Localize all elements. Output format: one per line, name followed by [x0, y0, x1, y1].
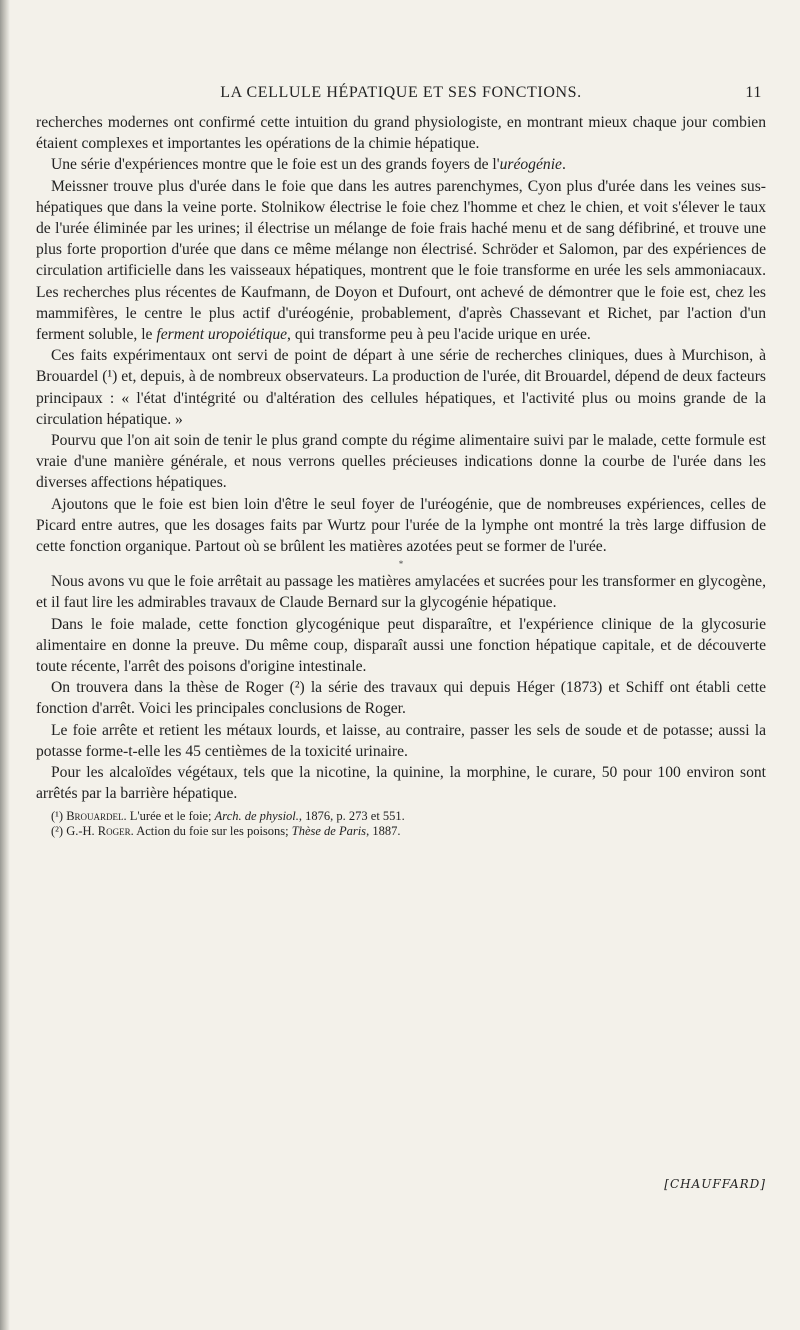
text-run: Ajoutons que le foie est bien loin d'être le seul foyer de l'uréogénie, que de nombreuses expériences, celles de Picard entre autres, que les dosages faits par Wurtz pour l'urée de la lymphe ont montré la très large diffusion de cette fonction organique. Partout où se brûlent les matières azotées peut se former de l'urée. — [36, 495, 766, 556]
italic-text: Arch. de physiol. — [214, 808, 299, 823]
text-run: Une série d'expériences montre que le foie est un des grands foyers de l' — [51, 156, 500, 174]
text-run: Dans le foie malade, cette fonction glycogénique peut disparaître, et l'expérience clinique de la glycosurie alimentaire en donne la preuve. Du même coup, disparaît aussi une fonction hépatique capitale, et de découverte toute récente, l'arrêt des poisons d'origine intestinale. — [36, 615, 766, 676]
footnote — [36, 824, 766, 839]
text-run: Pourvu que l'on ait soin de tenir le plus grand compte du régime alimentaire suivi par le malade, cette formule est vraie d'une manière générale, et nous verrons quelles précieuses indications donne la courbe de l'urée dans les diverses affections hépatiques. — [36, 432, 766, 492]
paragraph — [36, 571, 766, 613]
text-run: Le foie arrête et retient les métaux lourds, et laisse, au contraire, passer les sels de soude et de potasse; aussi la potasse forme-t-elle les 45 centièmes de la toxicité urinaire. — [36, 721, 766, 760]
page-number: 11 — [745, 84, 762, 101]
text-run: . — [561, 156, 566, 174]
text-run: (²) G.-H. — [51, 823, 98, 838]
text-run: . L'urée et le foie; — [123, 808, 215, 823]
text-run: (¹) — [51, 808, 67, 823]
text-run: On trouvera dans la thèse de Roger (²) la série des travaux qui depuis Héger (1873) et Schiff ont établi cette fonction d'arrêt. Voici les principales conclusions de Roger. — [36, 679, 766, 718]
text-run: , 1876, p. 273 et 551. — [298, 808, 405, 823]
paragraph — [36, 677, 766, 719]
author-name: Roger — [97, 823, 131, 838]
author-name: Brouardel — [66, 808, 124, 823]
paragraph — [36, 112, 766, 154]
italic-text: ferment uropoiétique — [156, 326, 288, 344]
page-binding-edge — [0, 0, 10, 1330]
text-run: , 1887. — [366, 823, 401, 838]
paragraph — [36, 494, 766, 558]
footnote — [36, 809, 766, 824]
paragraph — [36, 430, 766, 494]
running-head — [36, 84, 766, 112]
body-text — [36, 112, 766, 839]
text-run: , qui transforme peu à peu l'acide urique en urée. — [287, 326, 591, 344]
paragraph — [36, 614, 766, 678]
paragraph — [36, 720, 766, 762]
italic-text: uréogénie — [499, 156, 562, 174]
signature-mark: [CHAUFFARD] — [664, 1177, 766, 1191]
text-run: . Action du foie sur les poisons; — [130, 823, 292, 838]
text-run: Nous avons vu que le foie arrêtait au passage les matières amylacées et sucrées pour les transformer en glycogène, et il faut lire les admirables travaux de Claude Bernard sur la glycogénie hépatique. — [36, 573, 766, 612]
italic-text: Thèse de Paris — [291, 823, 367, 838]
section-separator: * — [398, 559, 404, 570]
paragraph — [36, 762, 766, 804]
text-run: Meissner trouve plus d'urée dans le foie que dans les autres parenchymes, Cyon plus d'urée dans les veines sus-hépatiques que dans la veine porte. Stolnikow électrise le foie chez l'homme et chez le chien, et voit s'élever le taux de l'urée éliminée par les urines; il électrise un mélange de foie frais haché menu et de sang défibriné, et trouve une plus forte proportion d'urée que dans ce même mélange non électrisé. Schröder et Salomon, par des expériences de circulation artificielle dans les vaisseaux hépatiques, montrent que le foie transforme en urée les sels ammoniacaux. Les recherches plus récentes de Kaufmann, de Doyon et Dufourt, ont achevé de démontrer que le foie est, chez les mammifères, le centre le plus actif d'uréogénie, probablement, d'après Chassevant et Richet, par l'action d'un ferment soluble, le — [36, 177, 766, 344]
text-run: recherches modernes ont confirmé cette intuition du grand physiologiste, en montrant mieux chaque jour combien étaient complexes et importantes les opérations de la chimie hépatique. — [36, 114, 766, 153]
paragraph — [36, 154, 766, 175]
paragraph — [36, 176, 766, 346]
text-run: Pour les alcaloïdes végétaux, tels que la nicotine, la quinine, la morphine, le curare, 50 pour 100 environ sont arrêtés par la barrière hépatique. — [36, 764, 766, 803]
paragraph — [36, 345, 766, 430]
page — [36, 84, 766, 1191]
text-run: Ces faits expérimentaux ont servi de point de départ à une série de recherches cliniques, dues à Murchison, à Brouardel (¹) et, depuis, à de nombreux observateurs. La production de l'urée, dit Brouardel, dépend de deux facteurs principaux : « l'état d'intégrité ou d'altération des cellules hépatiques, et l'activité plus ou moins grande de la circulation hépatique. » — [36, 347, 766, 428]
running-title: LA CELLULE HÉPATIQUE ET SES FONCTIONS. — [220, 84, 582, 101]
